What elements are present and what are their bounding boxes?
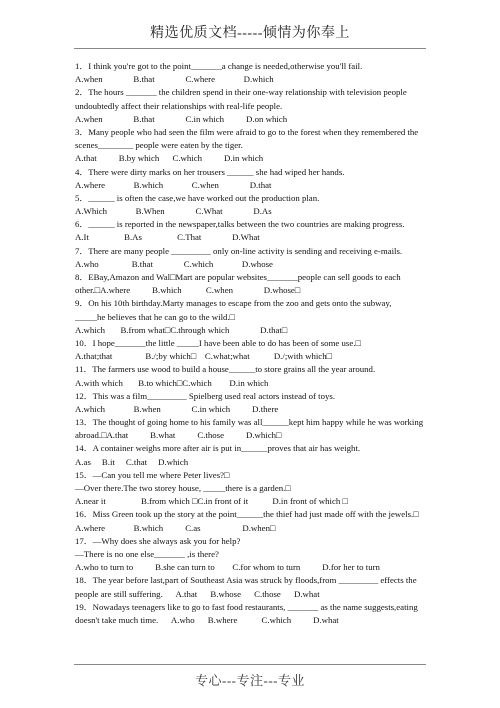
footer-divider <box>74 664 426 665</box>
question-line: 3．Many people who had seen the film were afraid to go to the forest when they remembered the <box>75 126 419 137</box>
question-line: 8．EBay,Amazon and Wal□Mart are popular websites_______people can sell goods to each <box>75 272 401 282</box>
question-line: 18．The year before last,part of Southeast Asia was struck by floods,from _________ effects the <box>75 575 417 586</box>
question-line: scenes________ people were eaten by the tiger. <box>75 140 243 151</box>
question-line: —Over there.The two storey house, _____there is a garden.□ <box>75 483 291 493</box>
question-line: 9．On his 10th birthday.Marty manages to escape from the zoo and gets onto the subway, <box>75 298 392 309</box>
question-line: A.where B.which C.as D.when□ <box>75 522 276 533</box>
question-line: A.who B.that C.which D.whose <box>75 258 273 269</box>
question-line: A.when B.that C.where D.which <box>75 74 274 85</box>
question-line: 11．The farmers use wood to build a house______to store grains all the year around. <box>75 364 376 375</box>
question-line: A.which B.when C.in which D.there <box>75 403 279 414</box>
question-line: A.with which B.to which□C.which D.in which <box>75 377 269 388</box>
question-line: A.that;that B./;by which□ C.what;what D./;with which□ <box>75 351 332 362</box>
question-line: 15．—Can you tell me where Peter lives?□ <box>75 469 230 480</box>
question-line: A.It B.As C.That D.What <box>75 232 260 243</box>
question-line: 1．I think you're got to the point_______a change is needed,otherwise you'll fail. <box>75 61 363 71</box>
question-line: doesn't take much time. A.who B.where C.which D.what <box>75 614 339 625</box>
question-line: people are still suffering. A.that B.whose C.those D.what <box>75 588 320 599</box>
question-line: 7．There are many people _________ only on-line activity is sending and receiving e-mails. <box>75 245 403 256</box>
question-list <box>75 60 425 627</box>
question-line: 16．Miss Green took up the story at the point______the thief had just made off with the jewels.□ <box>75 509 419 520</box>
question-line: 13．The thought of going home to his family was all______kept him happy while he was working <box>75 417 424 428</box>
question-line: 14．A container weighs more after air is put in______proves that air has weight. <box>75 443 361 454</box>
header-divider <box>74 48 426 49</box>
question-line: A.near it B.from which □C.in front of it D.in front of which □ <box>75 496 348 507</box>
question-line: A.that B.by which C.which D.in which <box>75 153 264 164</box>
question-line: 17．—Why does she always ask you for help? <box>75 535 241 546</box>
question-line: abroad.□A.that B.what C.those D.which□ <box>75 430 282 441</box>
page-header: 精选优质文档-----倾情为你奉上 <box>150 26 350 41</box>
question-line: 12．This was a film_________ Spielberg used real actors instead of toys. <box>75 390 336 401</box>
question-line: 10．I hope_______the little _____I have been able to do has been of some use.□ <box>75 337 361 348</box>
question-line: A.as B.it C.that D.which <box>75 456 189 467</box>
question-line: A.who to turn to B.she can turn to C.for whom to turn D.for her to turn <box>75 562 380 573</box>
question-line: A.where B.which C.when D.that <box>75 179 272 190</box>
question-line: —There is no one else_______ ,is there? <box>75 548 219 559</box>
question-line: 2．The hours _______ the children spend in their one-way relationship with television people <box>75 87 407 98</box>
question-line: _____he believes that he can go to the wild.□ <box>75 311 235 322</box>
question-line: 6．______ is reported in the newspaper,talks between the two countries are making progress. <box>75 219 405 230</box>
question-line: undoubtedly affect their relationships with real-life people. <box>75 100 283 111</box>
question-line: A.when B.that C.in which D.on which <box>75 113 288 124</box>
question-line: other.□A.where B.which C.when D.whose□ <box>75 285 301 296</box>
page-footer: 专心---专注---专业 <box>195 673 305 688</box>
question-line: 5．______ is often the case,we have worked out the production plan. <box>75 192 320 203</box>
question-line: 19．Nowadays teenagers like to go to fast food restaurants, _______ as the name suggests,eating <box>75 601 418 612</box>
question-line: 4．There were dirty marks on her trousers ______ she had wiped her hands. <box>75 166 345 177</box>
question-line: A.Which B.When C.What D.As <box>75 206 272 217</box>
question-line: A.which B.from what□C.through which D.that□ <box>75 324 288 335</box>
